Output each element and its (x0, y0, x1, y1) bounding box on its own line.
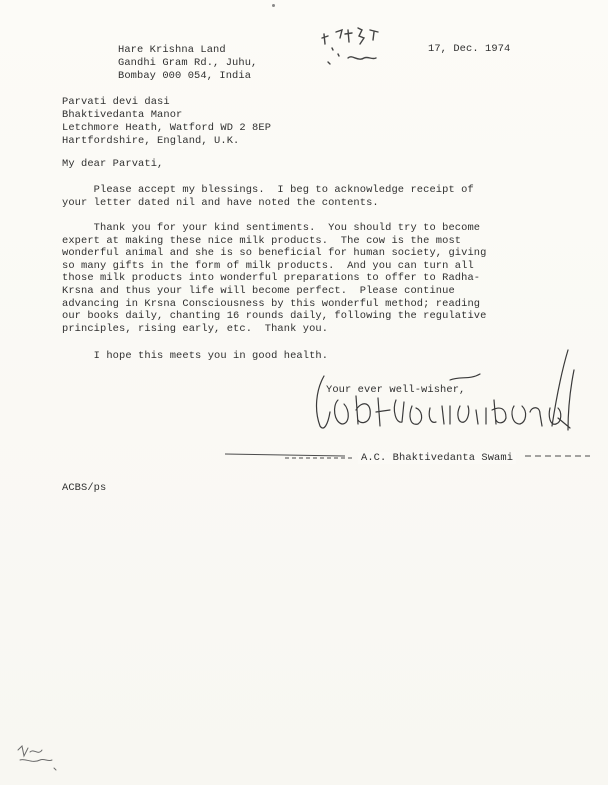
paragraph-line: I hope this meets you in good health. (62, 350, 329, 362)
paragraph-line: Please accept my blessings. I beg to acknowledge receipt of (62, 184, 474, 196)
typist-initials: ACBS/ps (62, 482, 107, 494)
paragraph-line: so many gifts in the form of milk products. And you can turn all (62, 259, 474, 272)
sender-line: Bombay 000 054, India (118, 70, 252, 82)
body-paragraph-3 (62, 350, 328, 363)
sender-address (118, 44, 257, 83)
paragraph-line: advancing in Krsna Consciousness by this wonderful method; reading (62, 297, 481, 310)
paragraph-line: Krsna and thus your life will become perfect. Please continue (62, 284, 455, 297)
recipient-line: Letchmore Heath, Watford WD 2 8EP (62, 122, 272, 134)
paragraph-line: principles, rising early, etc. Thank you. (62, 322, 329, 335)
paragraph-line: Thank you for your kind sentiments. You should try to become (62, 222, 481, 234)
signatory-name: A.C. Bhaktivedanta Swami (358, 452, 516, 464)
salutation: My dear Parvati, (62, 158, 164, 170)
paragraph-line: your letter dated nil and have noted the contents. (62, 196, 379, 209)
recipient-line: Bhaktivedanta Manor (62, 109, 183, 121)
body-paragraph-2 (62, 222, 486, 335)
received-stamp-mark (318, 24, 398, 74)
sender-line: Gandhi Gram Rd., Juhu, (118, 57, 258, 69)
paragraph-line: wonderful animal and she is so beneficial for human society, giving (62, 247, 487, 260)
recipient-line: Hartfordshire, England, U.K. (62, 135, 240, 147)
closing-line: Your ever well-wisher, (326, 384, 466, 396)
body-paragraph-1 (62, 184, 474, 209)
paper-speck (272, 4, 275, 7)
recipient-address (62, 96, 271, 148)
letter-date: 17, Dec. 1974 (428, 43, 511, 55)
pencil-scribble (14, 740, 64, 776)
sender-line: Hare Krishna Land (118, 44, 226, 56)
paragraph-line: those milk products into wonderful preparations to offer to Radha- (62, 272, 481, 285)
recipient-line: Parvati devi dasi (62, 96, 170, 108)
paragraph-line: our books daily, chanting 16 rounds daily, following the regulative (62, 310, 487, 323)
paragraph-line: expert at making these nice milk products. The cow is the most (62, 234, 462, 247)
